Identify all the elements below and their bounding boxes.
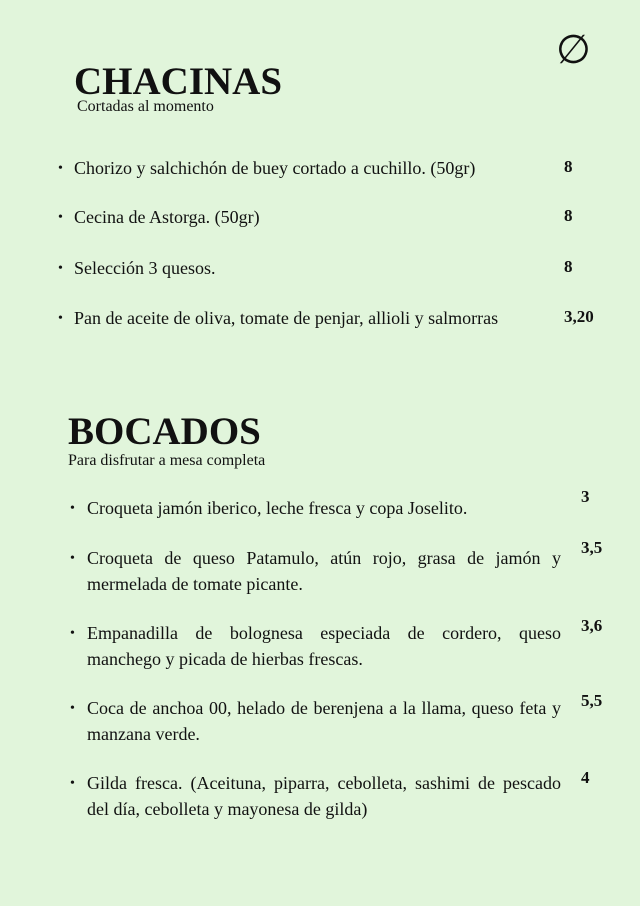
bullet: •	[70, 701, 75, 716]
chacinas-title: CHACINAS	[74, 60, 283, 103]
menu-item-text: Croqueta de queso Patamulo, atún rojo, grasa de jamón y mermelada de tomate picante.	[87, 548, 561, 594]
bullet: •	[70, 626, 75, 641]
chacinas-subtitle: Cortadas al momento	[77, 98, 214, 115]
menu-item-text: Pan de aceite de oliva, tomate de penjar, allioli y salmorras	[74, 308, 499, 328]
bullet: •	[58, 161, 63, 176]
bullet: •	[70, 776, 75, 791]
menu-item-text: Cecina de Astorga. (50gr)	[74, 207, 260, 227]
menu-item-price: 4	[581, 768, 590, 787]
bullet: •	[70, 501, 75, 516]
menu-item-text: Chorizo y salchichón de buey cortado a cuchillo. (50gr)	[74, 158, 476, 178]
menu-item-price: 3,20	[564, 307, 594, 326]
bullet: •	[58, 311, 63, 326]
bocados-title: BOCADOS	[68, 410, 261, 453]
menu-item-price: 3	[581, 487, 590, 506]
bullet: •	[70, 551, 75, 566]
menu-item-text: Coca de anchoa 00, helado de berenjena a la llama, queso feta y manzana verde.	[87, 698, 561, 744]
menu-item-text: Croqueta jamón iberico, leche fresca y copa Joselito.	[87, 498, 468, 518]
logo-symbol: ∅	[556, 27, 591, 73]
menu-item-price: 8	[564, 206, 573, 225]
bocados-header	[68, 412, 261, 451]
menu-item-text: Gilda fresca. (Aceituna, piparra, cebolleta, sashimi de pescado del día, cebolleta y mayonesa de gilda)	[87, 773, 561, 819]
menu-item-price: 8	[564, 257, 573, 276]
menu-item-text: Empanadilla de bolognesa especiada de cordero, queso manchego y picada de hierbas frescas.	[87, 623, 561, 669]
bocados-subtitle: Para disfrutar a mesa completa	[68, 452, 266, 469]
bullet: •	[58, 261, 63, 276]
chacinas-header	[74, 62, 282, 101]
menu-item-price: 3,6	[581, 616, 603, 635]
menu-item-price: 3,5	[581, 538, 603, 557]
menu-item-price: 8	[564, 157, 573, 176]
bullet: •	[58, 210, 63, 225]
menu-item-text: Selección 3 quesos.	[74, 258, 216, 278]
menu-item-price: 5,5	[581, 691, 603, 710]
